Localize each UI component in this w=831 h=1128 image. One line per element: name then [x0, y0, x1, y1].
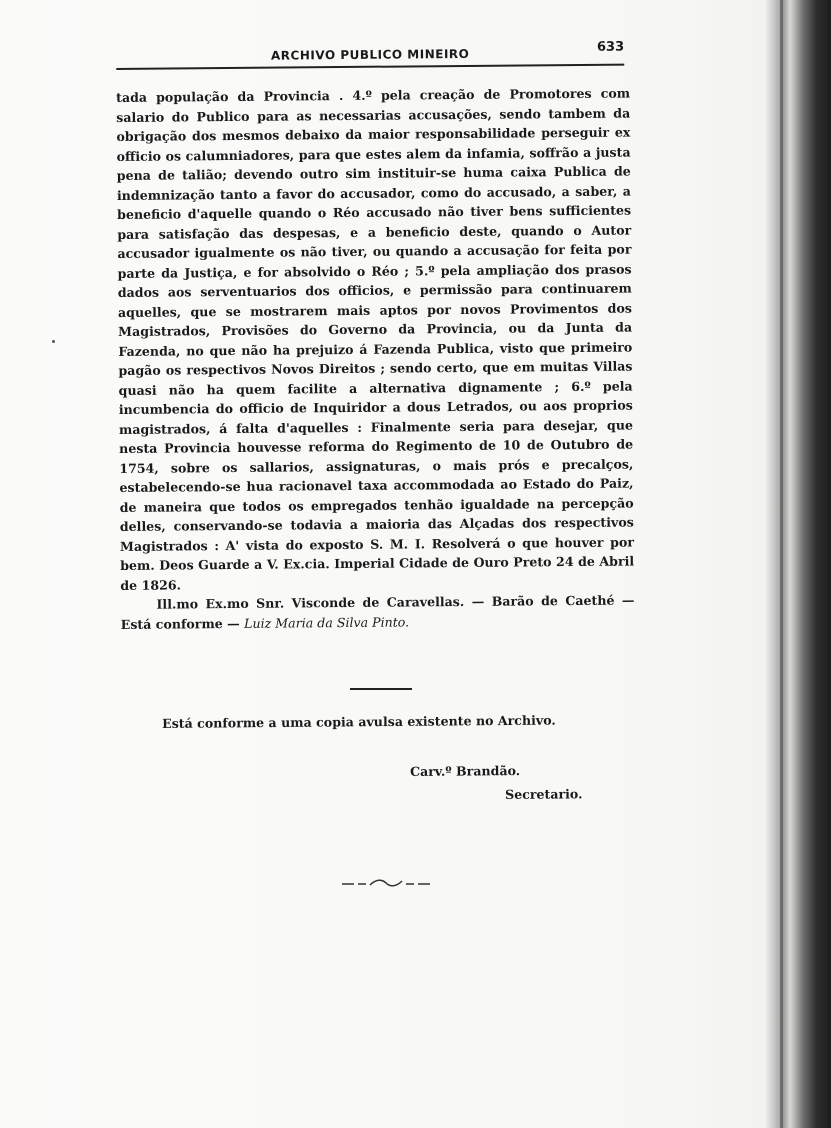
addressee-text: Ill.mo Ex.mo Snr. Visconde de Caravellas. — Barão de Caethé — Está conforme — — [120, 592, 635, 632]
body-text — [116, 84, 635, 634]
copyist-name: Luiz Maria da Silva Pinto. — [244, 613, 410, 631]
signer-role: Secretario. — [505, 786, 583, 802]
signature-line — [120, 590, 634, 633]
header-rule — [116, 64, 624, 70]
header-title: ARCHIVO PUBLICO MINEIRO — [270, 46, 470, 63]
margin-speck — [52, 340, 55, 343]
conforme-note: Está conforme a uma copia avulsa existente no Archivo. — [162, 712, 556, 731]
page-number: 633 — [596, 39, 625, 55]
running-header — [116, 34, 624, 68]
signer-name: Carv.º Brandão. — [410, 763, 521, 779]
section-divider — [350, 688, 412, 690]
end-ornament — [340, 878, 432, 888]
book-spine-shadow — [765, 0, 831, 1128]
spine-edge-line — [780, 0, 783, 1128]
body-paragraph: tada população da Provincia . 4.º pela creação de Promotores com salario do Publico para as necessarias accusações, sendo tambem da obrigação dos mesmos debaixo da maior responsabilidade perseguir ex officio os calumniadores, para que estes alem da infamia, soffrão a justa pena de talião; devendo outro sim instituir-se huma caixa Publica de indemnização tanto a favor do accusador, como do accusado, a saber, a beneficio d'aquelle quando o Réo accusado não tiver bens sufficientes para satisfação das despesas, e a beneficio deste, quando o Autor accusador igualmente os não tiver, ou quando a accusação for feita por parte da Justiça, e for absolvido o Réo ; 5.º pela ampliação dos prasos dados aos serventuarios dos officios, e permissão para continuarem aquelles, que se mostrarem mais aptos por novos Provimentos dos Magistrados, Provisões do Governo da Provincia, ou da Junta da Fazenda, no que não ha prejuizo á Fazenda Publica, visto que primeiro pagão os respectivos Novos Direitos ; sendo certo, que em muitas Villas quasi não ha quem facilite a alternativa dignamente ; 6.º pela incumbencia do officio de Inquiridor a dous Letrados, ou aos proprios magistrados, á falta d'aquelles : Finalmente seria para desejar, que nesta Provincia houvesse reforma do Regimento de 10 de Outubro de 1754, sobre os sallarios, assignaturas, o mais prós e precalços, estabelecendo-se hua racionavel taxa accommodada ao Estado do Paiz, de maneira que todos os empregados tenhão igualdade na percepção delles, conservando-se todavia a maioria das Alçadas dos respectivos Magistrados : A' vista do exposto S. M. I. Resolverá o que houver por bem. Deos Guarde a V. Ex.cia. Imperial Cidade de Ouro Preto 24 de Abril de 1826. — [116, 85, 635, 593]
